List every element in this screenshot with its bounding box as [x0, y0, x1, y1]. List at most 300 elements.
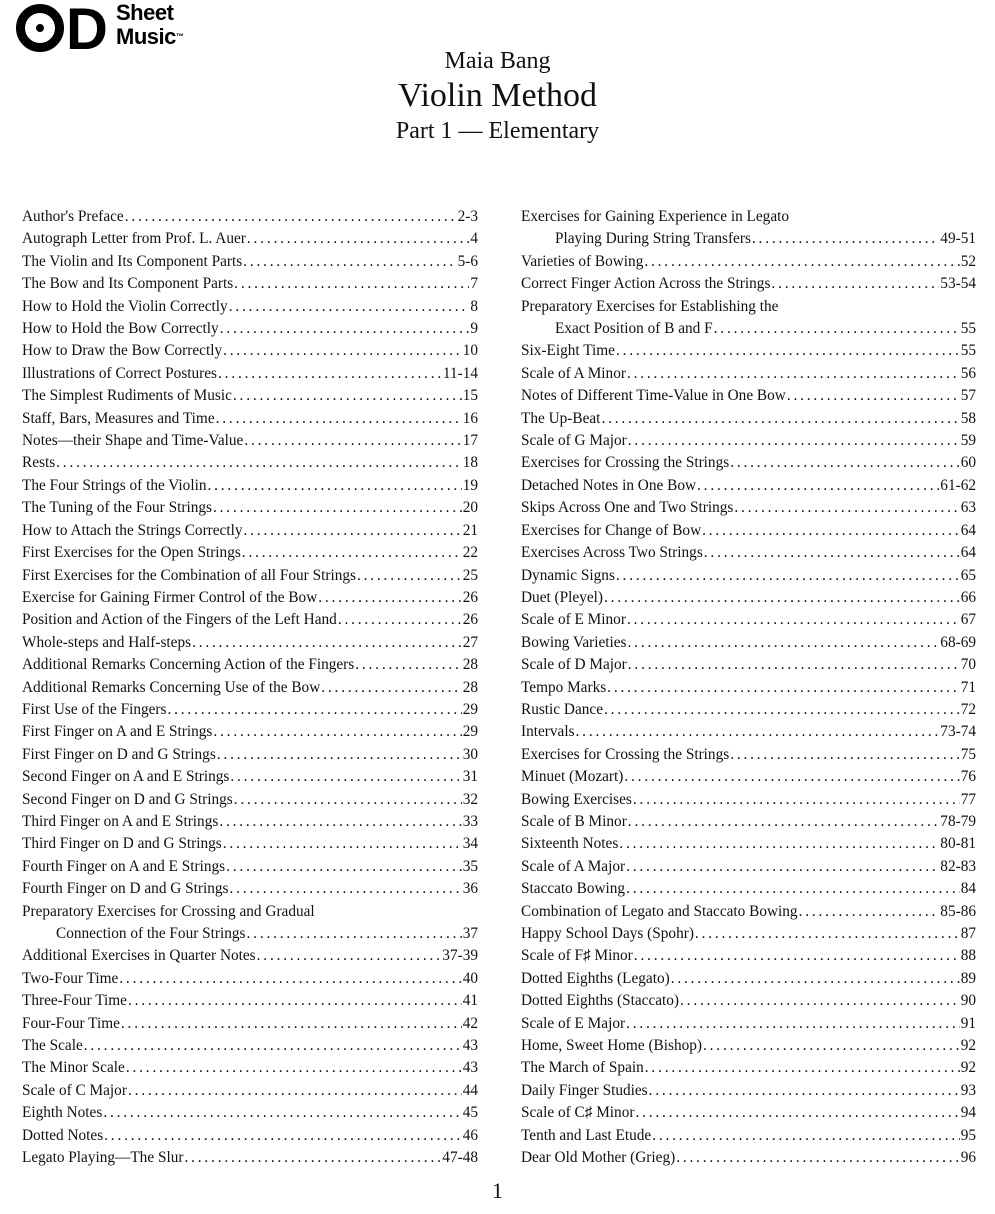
dot-leader	[223, 833, 462, 855]
dot-leader	[218, 363, 442, 385]
dot-leader	[128, 1080, 462, 1102]
toc-entry-title: Exercises for Change of Bow	[521, 521, 702, 539]
dot-leader	[213, 497, 462, 519]
toc-entry	[521, 878, 976, 900]
toc-entry	[22, 520, 478, 542]
toc-entry-title: Author's Preface	[22, 208, 124, 225]
toc-entry-title: Scale of A Minor	[521, 364, 626, 382]
toc-entry-title: Intervals	[521, 723, 575, 741]
toc-entry	[22, 699, 478, 721]
toc-entry-title: How to Hold the Violin Correctly	[22, 297, 228, 315]
toc-entry-page: 34	[462, 835, 478, 853]
dot-leader	[619, 833, 939, 855]
toc-entry	[521, 296, 976, 341]
dot-leader	[257, 945, 442, 967]
dot-leader	[624, 766, 959, 788]
dot-leader	[627, 363, 960, 385]
toc-entry	[521, 1035, 976, 1057]
toc-entry-title: Daily Finger Studies	[521, 1081, 648, 1099]
toc-entry-page: 91	[960, 1014, 976, 1032]
toc-entry-page: 46	[462, 1126, 478, 1144]
toc-entry	[22, 856, 478, 878]
toc-entry-page: 2-3	[457, 208, 478, 225]
toc-entry-page: 75	[960, 745, 976, 763]
dot-leader	[338, 609, 462, 631]
toc-entry-page: 78-79	[940, 812, 976, 830]
logo-sheet-text: Sheet	[116, 0, 174, 25]
toc-entry-page: 45	[462, 1104, 478, 1122]
dot-leader	[226, 856, 462, 878]
dot-leader	[771, 273, 939, 295]
toc-entry-title: Skips Across One and Two Strings	[521, 499, 734, 517]
toc-entry-page: 84	[960, 880, 976, 898]
toc-entry-page: 53-54	[940, 275, 976, 293]
toc-entry-page: 64	[960, 521, 976, 539]
toc-entry-title: Tempo Marks	[521, 678, 607, 696]
toc-entry	[521, 923, 976, 945]
toc-entry-page: 43	[462, 1059, 478, 1077]
dot-leader	[680, 990, 960, 1012]
toc-entry	[521, 677, 976, 699]
toc-entry-title: Combination of Legato and Staccato Bowing	[521, 902, 798, 920]
toc-entry	[22, 587, 478, 609]
toc-entry-title: The Up-Beat	[521, 409, 601, 427]
toc-entry	[521, 385, 976, 407]
toc-entry-title: Third Finger on A and E Strings	[22, 812, 219, 830]
toc-entry-title: Additional Exercises in Quarter Notes	[22, 947, 256, 965]
toc-entry-title-continued: Exact Position of B and F	[555, 320, 713, 338]
toc-entry	[521, 565, 976, 587]
toc-entry	[22, 1102, 478, 1124]
dot-leader	[242, 542, 462, 564]
dot-leader	[104, 1125, 462, 1147]
dot-leader	[229, 296, 470, 318]
toc-entry-page: 20	[462, 499, 478, 517]
toc-entry-page: 80-81	[940, 835, 976, 853]
toc-entry-page: 61-62	[940, 476, 976, 494]
toc-entry-page: 16	[462, 409, 478, 427]
toc-entry-title: Rustic Dance	[521, 700, 603, 718]
toc-entry	[521, 475, 976, 497]
toc-entry	[521, 766, 976, 788]
toc-entry-title: Scale of E Major	[521, 1014, 626, 1032]
toc-entry-page: 70	[960, 656, 976, 674]
dot-leader	[125, 206, 457, 228]
toc-entry-page: 26	[462, 611, 478, 629]
toc-entry-title: Scale of A Major	[521, 857, 626, 875]
toc-entry	[22, 452, 478, 474]
toc-entry-title: Third Finger on D and G Strings	[22, 835, 222, 853]
toc-entry	[22, 833, 478, 855]
dot-leader	[119, 968, 461, 990]
dot-leader	[601, 408, 959, 430]
toc-entry	[521, 587, 976, 609]
dot-leader	[230, 766, 461, 788]
toc-entry-page: 17	[462, 432, 478, 450]
dot-leader	[247, 228, 469, 250]
toc-entry-page: 43	[462, 1037, 478, 1055]
c-disc-icon	[16, 4, 64, 52]
dot-leader	[787, 385, 960, 407]
toc-entry	[521, 273, 976, 295]
toc-entry-page: 15	[462, 387, 478, 405]
dot-leader	[84, 1035, 462, 1057]
toc-entry	[22, 901, 478, 946]
toc-entry-title: Eighth Notes	[22, 1104, 103, 1122]
dot-leader	[230, 878, 462, 900]
dot-leader	[219, 811, 461, 833]
dot-leader	[734, 497, 959, 519]
toc-entry	[521, 811, 976, 833]
toc-entry	[22, 430, 478, 452]
toc-entry	[22, 318, 478, 340]
toc-entry-page: 5-6	[457, 252, 478, 270]
toc-entry-title: Position and Action of the Fingers of the Left Hand	[22, 611, 337, 629]
toc-entry-title: Whole-steps and Half-steps	[22, 633, 192, 651]
toc-entry-page: 33	[462, 812, 478, 830]
toc-entry-title: Scale of B Minor	[521, 812, 627, 830]
toc-entry	[521, 856, 976, 878]
toc-entry-title: Three-Four Time	[22, 992, 127, 1010]
dot-leader	[649, 1080, 960, 1102]
toc-entry	[22, 766, 478, 788]
toc-entry-page: 42	[462, 1014, 478, 1032]
toc-entry	[521, 542, 976, 564]
toc-entry	[521, 363, 976, 385]
dot-leader	[56, 452, 462, 474]
toc-entry-title: Detached Notes in One Bow	[521, 476, 697, 494]
toc-entry	[521, 1057, 976, 1079]
toc-entry-title: Notes—their Shape and Time-Value	[22, 432, 244, 450]
toc-entry-title: Fourth Finger on D and G Strings	[22, 880, 229, 898]
toc-entry-title: Dotted Notes	[22, 1126, 104, 1144]
toc-entry-page: 71	[960, 678, 976, 696]
toc-entry-page: 58	[960, 409, 976, 427]
dot-leader	[616, 340, 960, 362]
dot-leader	[626, 878, 960, 900]
toc-entry-title: The Four Strings of the Violin	[22, 476, 207, 494]
toc-entry-page: 29	[462, 700, 478, 718]
toc-entry-title: Sixteenth Notes	[521, 835, 619, 853]
dot-leader	[628, 654, 960, 676]
toc-entry	[22, 654, 478, 676]
book-title: Violin Method	[397, 77, 598, 114]
toc-entry-page: 49-51	[940, 230, 976, 248]
toc-entry-title: The Simplest Rudiments of Music	[22, 387, 232, 405]
toc-entry-title: The Scale	[22, 1037, 83, 1055]
toc-entry-title: The Violin and Its Component Parts	[22, 252, 243, 270]
dot-leader	[604, 587, 960, 609]
toc-entry-title: Dotted Eighths (Staccato)	[521, 992, 680, 1010]
toc-entry-page: 47-48	[442, 1149, 478, 1167]
toc-entry-page: 11-14	[442, 364, 478, 382]
toc-entry-title: Legato Playing—The Slur	[22, 1149, 184, 1167]
toc-entry	[521, 1125, 976, 1147]
toc-entry	[22, 542, 478, 564]
toc-entry-title: Four-Four Time	[22, 1014, 120, 1032]
book-subtitle: Part 1 — Elementary	[395, 118, 600, 144]
dot-leader	[626, 1013, 960, 1035]
dot-leader	[695, 923, 960, 945]
dot-leader	[676, 1147, 960, 1169]
dot-leader	[635, 1102, 959, 1124]
toc-entry-page: 60	[960, 454, 976, 472]
toc-entry-title: Scale of C♯ Minor	[521, 1104, 635, 1122]
dot-leader	[702, 520, 960, 542]
toc-entry	[22, 296, 478, 318]
dot-leader	[223, 340, 462, 362]
toc-entry	[521, 901, 976, 923]
toc-entry-title: Illustrations of Correct Postures	[22, 364, 218, 382]
dot-leader	[126, 1057, 462, 1079]
dot-leader	[321, 677, 461, 699]
toc-entry-title: Exercises Across Two Strings	[521, 544, 703, 562]
toc-entry-page: 9	[470, 320, 478, 338]
dot-leader	[576, 721, 940, 743]
toc-entry-title: Additional Remarks Concerning Action of the Fingers	[22, 656, 355, 674]
toc-entry	[22, 273, 478, 295]
dot-leader	[627, 609, 960, 631]
dot-leader	[234, 789, 462, 811]
toc-entry	[22, 340, 478, 362]
toc-entry	[521, 206, 976, 251]
toc-entry-page: 21	[462, 521, 478, 539]
toc-entry-title: First Exercises for the Open Strings	[22, 544, 241, 562]
dot-leader	[616, 565, 960, 587]
toc-entry-page: 66	[960, 588, 976, 606]
toc-entry-title: Varieties of Bowing	[521, 252, 644, 270]
toc-entry	[22, 721, 478, 743]
toc-entry	[521, 430, 976, 452]
toc-entry	[521, 833, 976, 855]
toc-entry-title: Second Finger on A and E Strings	[22, 768, 230, 786]
toc-entry-page: 72	[960, 700, 976, 718]
toc-entry-page: 30	[462, 745, 478, 763]
toc-entry	[521, 520, 976, 542]
toc-entry-title: Tenth and Last Etude	[521, 1126, 652, 1144]
toc-entry-title: Scale of E Minor	[521, 611, 626, 629]
toc-entry	[521, 452, 976, 474]
author-name: Maia Bang	[444, 48, 551, 74]
dot-leader	[628, 811, 940, 833]
toc-entry-title: First Finger on A and E Strings	[22, 723, 213, 741]
dot-leader	[121, 1013, 462, 1035]
dot-leader	[355, 654, 461, 676]
dot-leader	[220, 318, 470, 340]
toc-entry	[22, 565, 478, 587]
dot-leader	[233, 385, 462, 407]
toc-entry	[521, 945, 976, 967]
page-number: 1	[492, 1178, 503, 1203]
dot-leader	[652, 1125, 960, 1147]
toc-entry	[22, 228, 478, 250]
toc-entry	[521, 632, 976, 654]
toc-entry-title: Six-Eight Time	[521, 342, 615, 360]
toc-entry	[521, 340, 976, 362]
toc-entry-page: 40	[462, 969, 478, 987]
toc-entry-page: 7	[470, 275, 478, 293]
toc-entry	[22, 1147, 478, 1169]
dot-leader	[357, 565, 462, 587]
toc-entry-title: The Minor Scale	[22, 1059, 125, 1077]
toc-entry	[521, 744, 976, 766]
dot-leader	[634, 945, 960, 967]
toc-entry	[22, 744, 478, 766]
toc-entry	[22, 789, 478, 811]
toc-entry-page: 87	[960, 925, 976, 942]
toc-entry-title: Minuet (Mozart)	[521, 768, 624, 786]
toc-entry-page: 92	[960, 1059, 976, 1077]
dot-leader	[730, 744, 960, 766]
toc-entry-title: Scale of D Major	[521, 656, 627, 674]
toc-entry-page: 55	[960, 342, 976, 360]
dot-leader	[752, 228, 939, 250]
toc-entry	[22, 1013, 478, 1035]
toc-entry-title: Scale of C Major	[22, 1081, 127, 1099]
logo-music-text: Music™	[116, 24, 184, 49]
toc-entry	[521, 251, 976, 273]
toc-entry-title: Exercises for Crossing the Strings	[521, 454, 730, 472]
toc-entry-page: 92	[960, 1037, 976, 1055]
toc-entry-title: Staccato Bowing	[521, 880, 626, 898]
toc-entry-page: 10	[462, 342, 478, 360]
toc-entry-title: Staff, Bars, Measures and Time	[22, 409, 215, 427]
toc-entry-title: Preparatory Exercises for Establishing the	[521, 297, 779, 315]
toc-entry	[521, 990, 976, 1012]
toc-entry-page: 4	[470, 230, 478, 248]
toc-entry-page: 44	[462, 1081, 478, 1099]
toc-entry-page: 37-39	[442, 947, 478, 965]
toc-entry	[22, 632, 478, 654]
toc-entry-title: How to Attach the Strings Correctly	[22, 521, 243, 539]
toc-entry-title: First Exercises for the Combination of all Four Strings	[22, 566, 356, 584]
toc-entry-page: 18	[462, 454, 478, 472]
dot-leader	[103, 1102, 461, 1124]
toc-entry	[22, 497, 478, 519]
toc-entry	[22, 968, 478, 990]
toc-entry	[521, 968, 976, 990]
dot-leader	[167, 699, 461, 721]
toc-entry-title: Second Finger on D and G Strings	[22, 790, 233, 808]
toc-entry-title: Preparatory Exercises for Crossing and Gradual	[22, 902, 315, 920]
toc-entry-page: 95	[960, 1126, 976, 1144]
toc-entry-title: Dynamic Signs	[521, 566, 615, 584]
toc-entry-title: The Bow and Its Component Parts	[22, 275, 234, 293]
toc-entry-page: 35	[462, 857, 478, 875]
toc-entry-title: Autograph Letter from Prof. L. Auer	[22, 230, 246, 248]
toc-entry	[22, 811, 478, 833]
toc-entry-page: 41	[462, 992, 478, 1010]
toc-entry	[22, 945, 478, 967]
toc-entry	[22, 1080, 478, 1102]
toc-entry-page: 90	[960, 992, 976, 1010]
toc-entry	[521, 1102, 976, 1124]
toc-entry-title-continued: Playing During String Transfers	[555, 230, 751, 248]
toc-entry-page: 57	[960, 387, 976, 405]
dot-leader	[671, 968, 960, 990]
toc-entry	[22, 1035, 478, 1057]
toc-entry-page: 55	[960, 320, 976, 338]
toc-entry-title: How to Hold the Bow Correctly	[22, 320, 219, 338]
dot-leader	[607, 677, 960, 699]
toc-entry-title: Happy School Days (Spohr)	[521, 925, 694, 942]
dot-leader	[318, 587, 461, 609]
toc-entry-page: 28	[462, 678, 478, 696]
dot-leader	[243, 251, 456, 273]
toc-entry	[22, 609, 478, 631]
dot-leader	[234, 273, 469, 295]
toc-entry-title: Bowing Varieties	[521, 633, 627, 651]
toc-entry	[22, 677, 478, 699]
dot-leader	[213, 721, 461, 743]
toc-entry-title: Additional Remarks Concerning Use of the Bow	[22, 678, 321, 696]
toc-entry-page: 27	[462, 633, 478, 651]
toc-entry	[22, 475, 478, 497]
dot-leader	[645, 1057, 960, 1079]
toc-entry	[521, 699, 976, 721]
dot-leader	[184, 1147, 441, 1169]
toc-entry	[521, 408, 976, 430]
dot-leader	[626, 856, 939, 878]
toc-entry-page: 32	[462, 790, 478, 808]
toc-entry-title: How to Draw the Bow Correctly	[22, 342, 223, 360]
dot-leader	[697, 475, 939, 497]
dot-leader	[604, 699, 960, 721]
logo-d: D	[66, 0, 106, 62]
dot-leader	[799, 901, 940, 923]
toc-entry-title: Scale of G Major	[521, 432, 627, 450]
toc-entry	[521, 654, 976, 676]
title-block	[0, 46, 995, 146]
toc-entry-page: 37	[462, 925, 478, 942]
toc-entry-page: 73-74	[940, 723, 976, 741]
toc-entry	[521, 497, 976, 519]
toc-entry	[521, 1147, 976, 1169]
toc-entry	[22, 1057, 478, 1079]
toc-entry-title: Correct Finger Action Across the Strings	[521, 275, 771, 293]
trademark-symbol: ™	[175, 32, 184, 41]
toc-entry-page: 26	[462, 588, 478, 606]
toc-entry-page: 85-86	[940, 902, 976, 920]
toc-entry-page: 88	[960, 947, 976, 965]
dot-leader	[216, 408, 462, 430]
dot-leader	[628, 632, 940, 654]
toc-entry-title-continued: Connection of the Four Strings	[56, 925, 246, 942]
toc-entry-page: 31	[462, 768, 478, 786]
toc-entry-title: First Finger on D and G Strings	[22, 745, 216, 763]
dot-leader	[128, 990, 462, 1012]
toc-entry-page: 68-69	[940, 633, 976, 651]
toc-entry-title: Dear Old Mother (Grieg)	[521, 1149, 676, 1167]
toc-entry	[22, 385, 478, 407]
toc-entry-title: Bowing Exercises	[521, 790, 632, 808]
toc-entry	[521, 1013, 976, 1035]
toc-entry-title: Exercise for Gaining Firmer Control of the Bow	[22, 588, 318, 606]
toc-entry	[22, 1125, 478, 1147]
toc-entry-page: 29	[462, 723, 478, 741]
toc-entry-title: Exercises for Crossing the Strings	[521, 745, 730, 763]
toc-entry-title: Home, Sweet Home (Bishop)	[521, 1037, 702, 1055]
dot-leader	[644, 251, 959, 273]
dot-leader	[244, 430, 461, 452]
toc-entry-title: The Tuning of the Four Strings	[22, 499, 212, 517]
toc-entry-page: 67	[960, 611, 976, 629]
toc-entry-page: 28	[462, 656, 478, 674]
toc-entry	[521, 609, 976, 631]
toc-right-column	[521, 206, 976, 1169]
dot-leader	[628, 430, 960, 452]
toc-entry-page: 94	[960, 1104, 976, 1122]
